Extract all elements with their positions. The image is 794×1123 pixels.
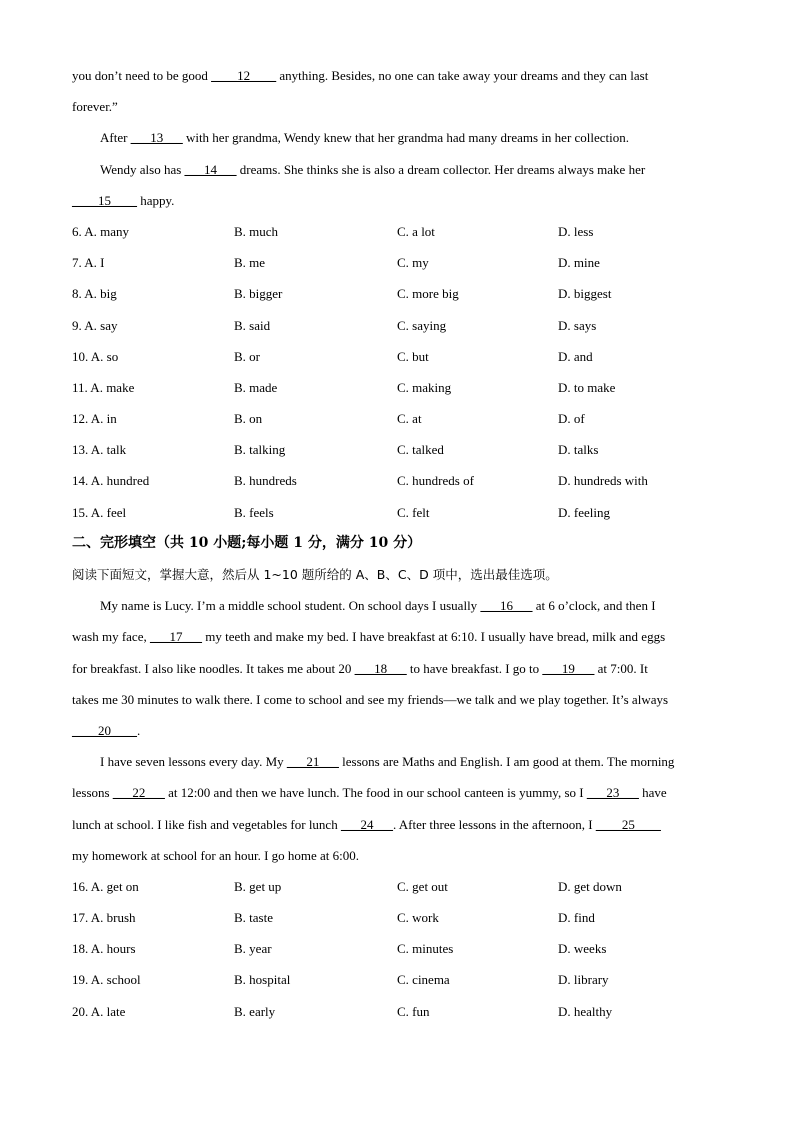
blank-20: ____20____ <box>72 722 137 738</box>
text: . <box>137 722 141 738</box>
passage1-line <box>72 60 722 91</box>
passage2-line <box>72 715 722 746</box>
blank-18: ___18___ <box>354 660 407 676</box>
blank-15: ____15____ <box>72 192 137 208</box>
option-d: D. healthy <box>558 1003 613 1019</box>
question-row <box>72 341 722 372</box>
option-c: C. saying <box>397 317 447 333</box>
option-c: C. but <box>397 348 429 364</box>
option-a: 9. A. say <box>72 317 118 333</box>
option-c: C. fun <box>397 1003 430 1019</box>
option-d: D. get down <box>558 878 622 894</box>
text: . After three lessons in the afternoon, I <box>392 816 596 832</box>
option-b: B. hospital <box>234 972 291 988</box>
text: anything. Besides, no one can take away your dreams and they can last <box>276 68 649 83</box>
blank-13: ___13___ <box>130 130 183 146</box>
option-c: C. felt <box>397 504 430 520</box>
option-a: 7. A. I <box>72 255 105 271</box>
text: lessons are Maths and English. I am good at them. The morning <box>338 754 675 770</box>
blank-21: ___21___ <box>286 754 339 770</box>
option-b: B. bigger <box>234 286 283 302</box>
blank-25: ____25____ <box>595 816 661 832</box>
blank-23: ___23___ <box>586 785 639 801</box>
text: dreams. She thinks she is also a dream collector. Her dreams always make her <box>236 161 646 177</box>
text: wash my face, <box>72 629 150 645</box>
passage2-line <box>72 621 722 652</box>
blank-14: ___14___ <box>184 161 237 177</box>
option-b: B. or <box>234 348 260 364</box>
passage2-line <box>72 777 722 808</box>
option-d: D. mine <box>558 255 600 271</box>
option-c: C. talked <box>397 442 444 458</box>
option-d: D. weeks <box>558 941 607 957</box>
passage2-line <box>72 746 722 777</box>
text: I have seven lessons every day. My <box>100 754 287 770</box>
question-row <box>72 216 722 247</box>
option-d: D. find <box>558 910 595 926</box>
question-row <box>72 497 722 528</box>
question-list-2 <box>72 871 722 1027</box>
question-list-1 <box>72 216 722 528</box>
text: My name is Lucy. I’m a middle school student. On school days I usually <box>100 598 481 614</box>
passage1-line: forever.” <box>72 99 118 115</box>
question-row <box>72 310 722 341</box>
question-row <box>72 278 722 309</box>
option-a: 10. A. so <box>72 348 119 364</box>
passage2-line: takes me 30 minutes to walk there. I come to school and see my friends—we talk and we play together. It’s always <box>72 691 669 707</box>
question-row <box>72 434 722 465</box>
option-a: 18. A. hours <box>72 941 136 957</box>
option-b: B. get up <box>234 878 282 894</box>
option-b: B. feels <box>234 504 274 520</box>
question-row <box>72 372 722 403</box>
option-a: 14. A. hundred <box>72 473 150 489</box>
text: my teeth and make my bed. I have breakfast at 6:10. I usually have bread, milk and eggs <box>201 629 666 645</box>
text: at 6 o’clock, and then I <box>532 598 656 614</box>
option-c: C. more big <box>397 286 459 302</box>
option-d: D. library <box>558 972 609 988</box>
option-b: B. hundreds <box>234 473 297 489</box>
option-a: 15. A. feel <box>72 504 127 520</box>
passage2-line <box>72 653 722 684</box>
blank-22: ___22___ <box>112 785 165 801</box>
option-b: B. early <box>234 1003 276 1019</box>
passage2-line <box>72 590 722 621</box>
option-b: B. much <box>234 223 279 239</box>
question-row <box>72 871 722 902</box>
option-b: B. year <box>234 941 272 957</box>
exam-page <box>72 60 722 1027</box>
text: lunch at school. I like fish and vegetables for lunch <box>72 816 341 832</box>
blank-19: ___19___ <box>542 660 595 676</box>
option-d: D. talks <box>558 442 599 458</box>
section-instruction: 阅读下面短文，掌握大意，然后从 1~10 题所给的 A、B、C、D 项中，选出最佳选项。 <box>72 567 558 582</box>
blank-17: ___17___ <box>149 629 202 645</box>
text: happy. <box>137 192 175 208</box>
text: lessons <box>72 785 113 801</box>
passage1-line <box>72 154 722 185</box>
option-c: C. cinema <box>397 972 450 988</box>
option-a: 12. A. in <box>72 411 117 427</box>
text: After <box>100 130 131 146</box>
passage1-line <box>72 185 722 216</box>
option-b: B. on <box>234 411 263 427</box>
option-a: 20. A. late <box>72 1003 126 1019</box>
question-row <box>72 902 722 933</box>
blank-24: ___24___ <box>340 816 393 832</box>
option-a: 17. A. brush <box>72 910 136 926</box>
option-a: 6. A. many <box>72 223 130 239</box>
option-b: B. talking <box>234 442 286 458</box>
text: at 12:00 and then we have lunch. The food in our school canteen is yummy, so I <box>164 785 587 801</box>
option-a: 13. A. talk <box>72 442 127 458</box>
option-d: D. to make <box>558 379 616 395</box>
question-row <box>72 465 722 496</box>
option-a: 16. A. get on <box>72 878 139 894</box>
text: at 7:00. It <box>594 660 648 676</box>
option-b: B. made <box>234 379 278 395</box>
option-c: C. a lot <box>397 223 435 239</box>
question-row <box>72 247 722 278</box>
option-d: D. less <box>558 223 594 239</box>
text: for breakfast. I also like noodles. It takes me about 20 <box>72 660 355 676</box>
passage2-line: my homework at school for an hour. I go home at 6:00. <box>72 847 360 863</box>
option-c: C. work <box>397 910 439 926</box>
option-d: D. of <box>558 411 585 427</box>
option-c: C. my <box>397 255 429 271</box>
option-d: D. feeling <box>558 504 610 520</box>
text: have <box>638 785 667 801</box>
option-b: B. taste <box>234 910 273 926</box>
question-row <box>72 403 722 434</box>
text: with her grandma, Wendy knew that her grandma had many dreams in her collection. <box>182 130 630 146</box>
option-d: D. biggest <box>558 286 612 302</box>
text: you don’t need to be good <box>72 68 212 83</box>
option-a: 19. A. school <box>72 972 141 988</box>
option-a: 11. A. make <box>72 379 135 395</box>
question-row <box>72 964 722 995</box>
text: Wendy also has <box>100 161 185 177</box>
option-c: C. making <box>397 379 452 395</box>
option-d: D. and <box>558 348 593 364</box>
option-a: 8. A. big <box>72 286 117 302</box>
text: to have breakfast. I go to <box>406 660 543 676</box>
option-d: D. hundreds with <box>558 473 648 489</box>
blank-12: ____12____ <box>211 68 277 83</box>
option-c: C. minutes <box>397 941 454 957</box>
option-c: C. hundreds of <box>397 473 474 489</box>
option-c: C. get out <box>397 878 448 894</box>
passage2-line <box>72 809 722 840</box>
passage1-line <box>72 122 722 153</box>
option-b: B. said <box>234 317 271 333</box>
question-row <box>72 933 722 964</box>
section-heading: 二、完形填空（共 10 小题;每小题 1 分，满分 10 分） <box>72 534 422 551</box>
option-c: C. at <box>397 411 422 427</box>
option-b: B. me <box>234 255 266 271</box>
question-row <box>72 996 722 1027</box>
option-d: D. says <box>558 317 597 333</box>
blank-16: ___16___ <box>480 598 533 614</box>
